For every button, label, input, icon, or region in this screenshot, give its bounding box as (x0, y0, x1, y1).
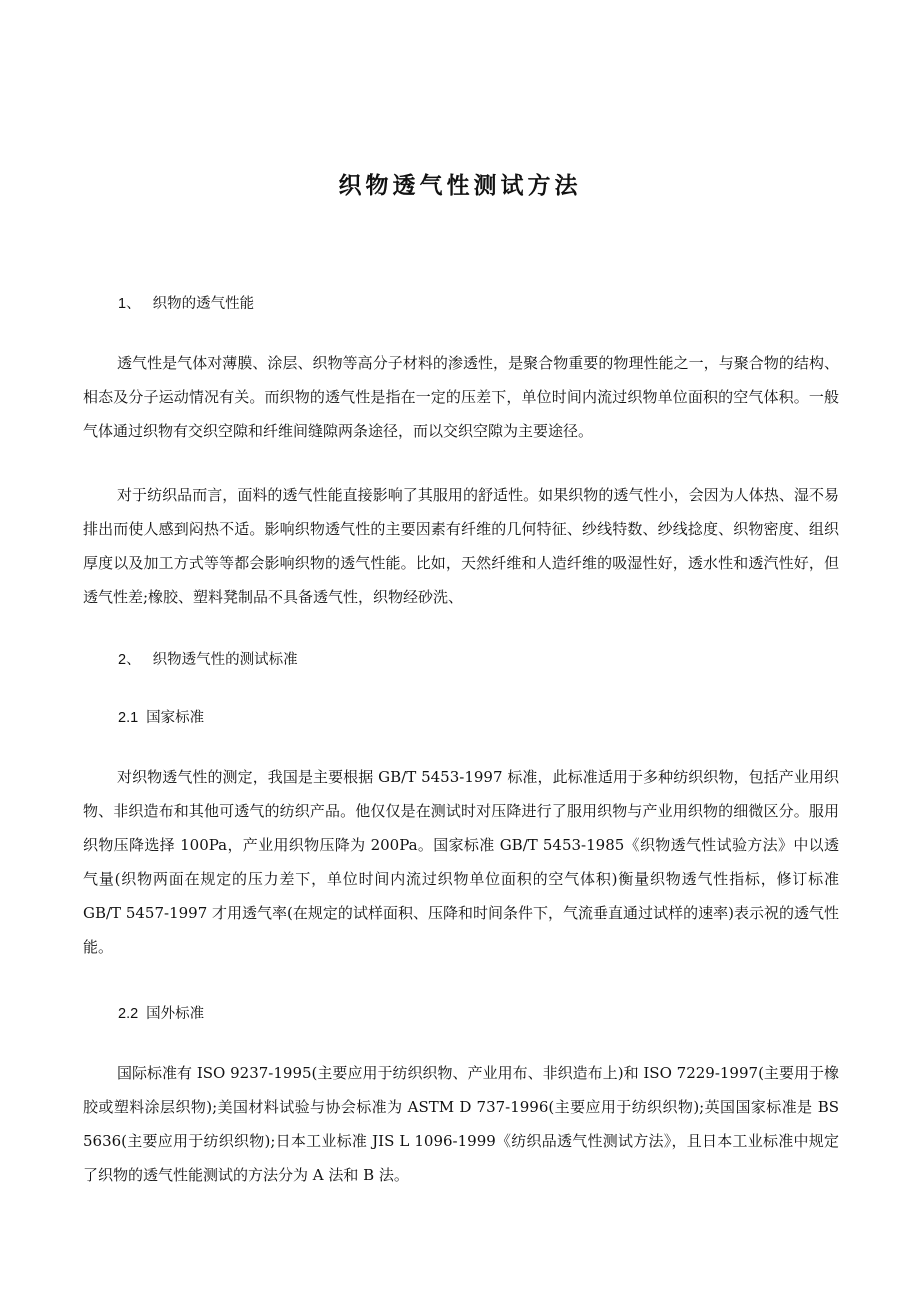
subsection-title: 国外标准 (146, 1006, 205, 1022)
section-1-heading (118, 292, 254, 316)
subsection-number: 2.2 (118, 1006, 139, 1022)
subsection-title: 国家标准 (146, 710, 205, 726)
subsection-2-2-heading (118, 1002, 204, 1026)
section-number: 2、 (118, 652, 141, 668)
section-1-paragraph-1: 透气性是气体对薄膜、涂层、织物等高分子材料的渗透性，是聚合物重要的物理性能之一，与聚合物的结构、相态及分子运动情况有关。而织物的透气性是指在一定的压差下，单位时间内流过织物单位面积的空气体积。一般气体通过织物有交织空隙和纤维间缝隙两条途径，而以交织空隙为主要途径。 (83, 354, 839, 440)
section-title: 织物透气性的测试标准 (152, 652, 298, 668)
subsection-2-1-paragraph: 对织物透气性的测定，我国是主要根据 GB/T 5453-1997 标准，此标准适用于多种纺织织物，包括产业用织物、非织造布和其他可透气的纺织产品。他仅仅是在测试时对压降进行了服用织物与产业用织物的细微区分。服用织物压降选择 100Pa，产业用织物压降为 200Pa。国家标准 GB/T 5453-1985《织物透气性试验方法》中以透气量(织物两面在规定的压力差下，单位时间内流过织物单位面积的空气体积)衡量织物透气性指标，修订标准 GB/T 5457-1997 才用透气率(在规定的试样面积、压降和时间条件下，气流垂直通过试样的速率)表示祝的透气性能。 (83, 768, 839, 956)
section-number: 1、 (118, 296, 141, 312)
subsection-2-1-heading (118, 706, 204, 730)
section-title: 织物的透气性能 (152, 296, 255, 312)
section-2-heading (118, 648, 298, 672)
subsection-number: 2.1 (118, 710, 139, 726)
document-title: 织物透气性测试方法 (338, 173, 582, 199)
subsection-2-2-paragraph: 国际标准有 ISO 9237-1995(主要应用于纺织织物、产业用布、非织造布上)和 ISO 7229-1997(主要用于橡胶或塑料涂层织物);美国材料试验与协会标准为 ASTM D 737-1996(主要应用于纺织织物);英国国家标准是 BS 5636(主要应用于纺织织物);日本工业标准 JIS L 1096-1999《纺织品透气性测试方法》，且日本工业标准中规定了织物的透气性能测试的方法分为 A 法和 B 法。 (83, 1064, 839, 1184)
section-1-paragraph-2: 对于纺织品而言，面料的透气性能直接影响了其服用的舒适性。如果织物的透气性小，会因为人体热、湿不易排出而使人感到闷热不适。影响织物透气性的主要因素有纤维的几何特征、纱线特数、纱线捻度、织物密度、组织厚度以及加工方式等等都会影响织物的透气性能。比如，天然纤维和人造纤维的吸湿性好，透水性和透汽性好，但透气性差;橡胶、塑料凳制品不具备透气性，织物经砂洗、 (83, 486, 839, 606)
